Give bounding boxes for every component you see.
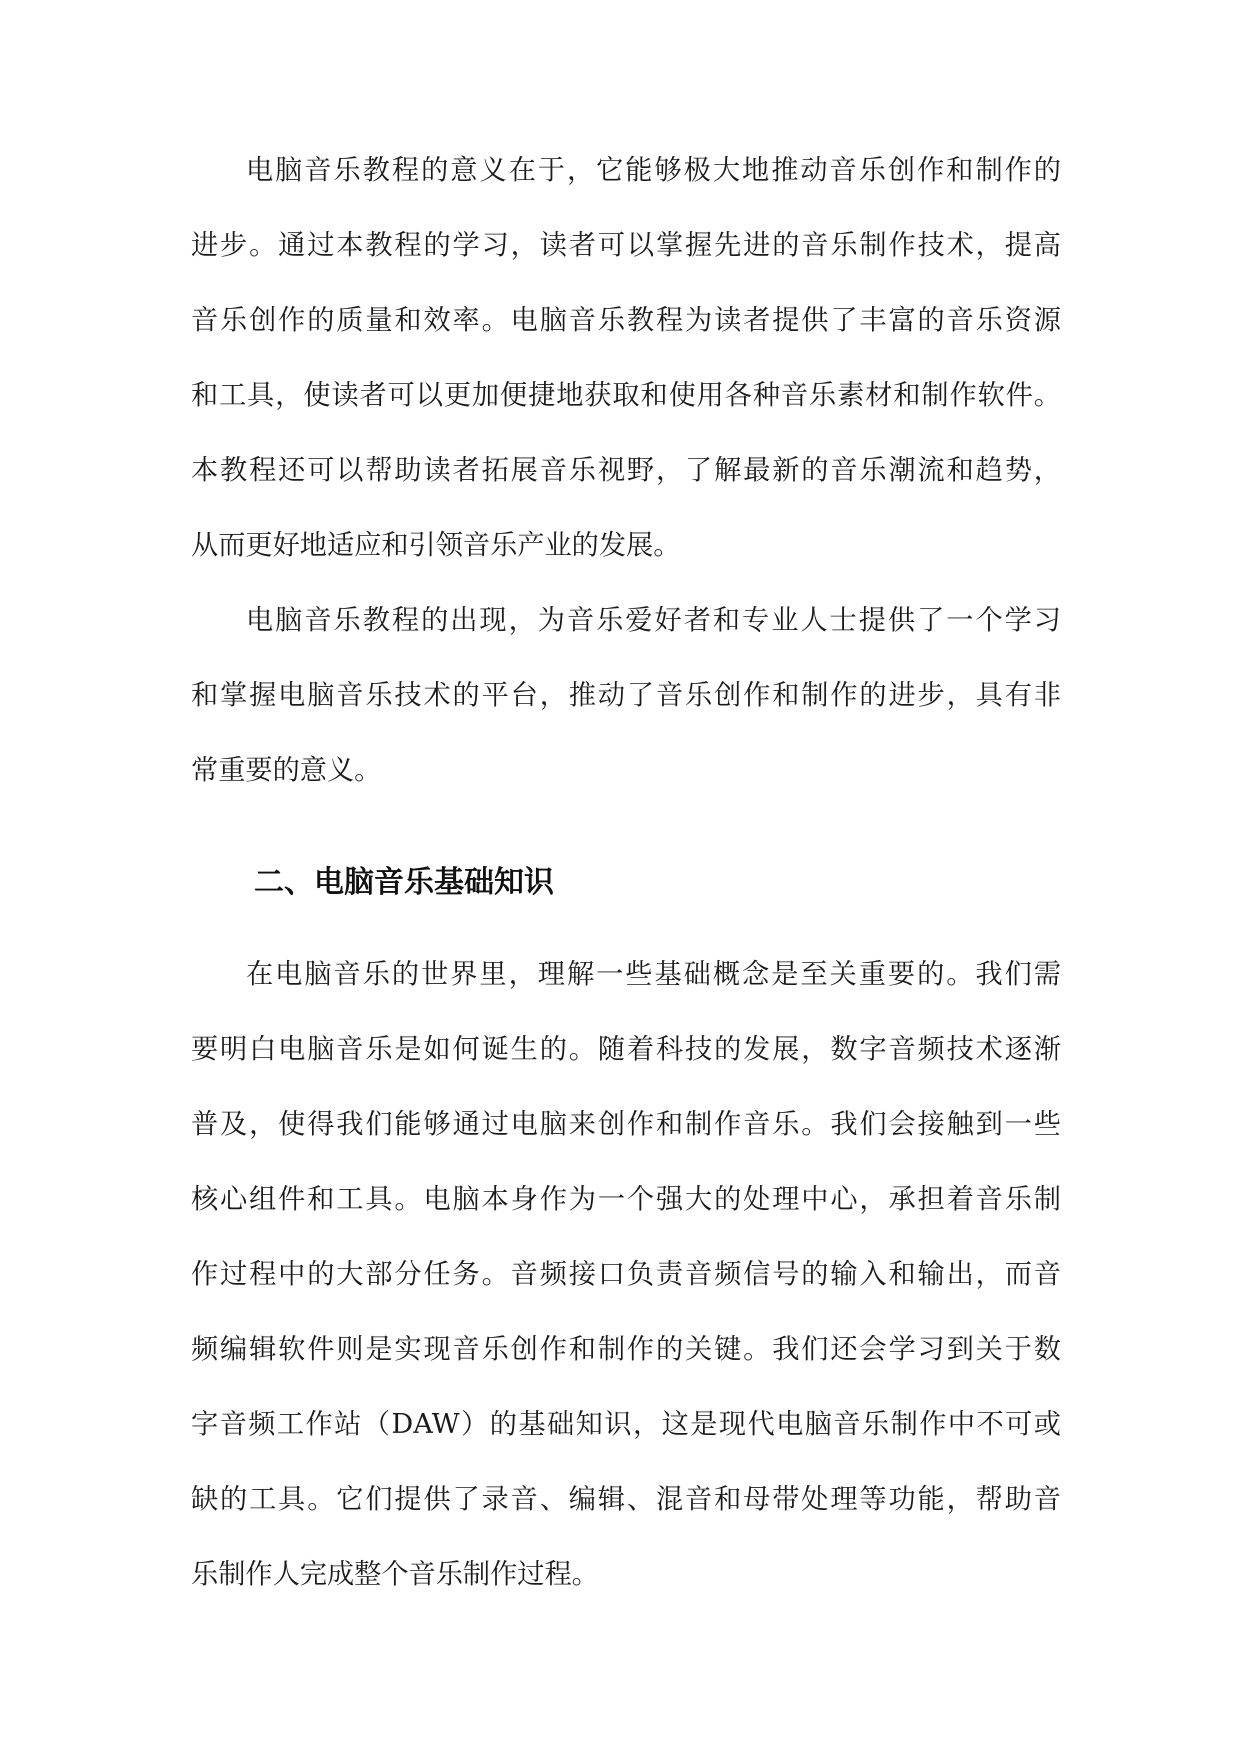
text-line: 电脑音乐教程的意义在于，它能够极大地推动音乐创作和制作的 bbox=[246, 155, 1061, 186]
text-line: 普及，使得我们能够通过电脑来创作和制作音乐。我们会接触到一些 bbox=[191, 1109, 1061, 1140]
text-line: 在电脑音乐的世界里，理解一些基础概念是至关重要的。我们需 bbox=[246, 959, 1061, 990]
section-heading: 二、电脑音乐基础知识 bbox=[254, 865, 554, 900]
text-line: 常重要的意义。 bbox=[191, 755, 382, 786]
text-line: 电脑音乐教程的出现，为音乐爱好者和专业人士提供了一个学习 bbox=[246, 605, 1061, 636]
text-line: 核心组件和工具。电脑本身作为一个强大的处理中心，承担着音乐制 bbox=[191, 1184, 1061, 1215]
text-line: 音乐创作的质量和效率。电脑音乐教程为读者提供了丰富的音乐资源 bbox=[191, 305, 1061, 336]
text-line: 作过程中的大部分任务。音频接口负责音频信号的输入和输出，而音 bbox=[191, 1259, 1061, 1290]
text-line: 进步。通过本教程的学习，读者可以掌握先进的音乐制作技术，提高 bbox=[191, 230, 1061, 261]
text-line: 字音频工作站（DAW）的基础知识，这是现代电脑音乐制作中不可或 bbox=[191, 1409, 1061, 1440]
text-line: 乐制作人完成整个音乐制作过程。 bbox=[191, 1559, 599, 1590]
text-line: 从而更好地适应和引领音乐产业的发展。 bbox=[191, 530, 681, 561]
text-line: 和掌握电脑音乐技术的平台，推动了音乐创作和制作的进步，具有非 bbox=[191, 680, 1061, 711]
text-line: 缺的工具。它们提供了录音、编辑、混音和母带处理等功能，帮助音 bbox=[191, 1484, 1061, 1515]
text-line: 要明白电脑音乐是如何诞生的。随着科技的发展，数字音频技术逐渐 bbox=[191, 1034, 1061, 1065]
text-line: 本教程还可以帮助读者拓展音乐视野，了解最新的音乐潮流和趋势， bbox=[191, 455, 1061, 486]
text-line: 和工具，使读者可以更加便捷地获取和使用各种音乐素材和制作软件。 bbox=[191, 380, 1061, 411]
text-line: 频编辑软件则是实现音乐创作和制作的关键。我们还会学习到关于数 bbox=[191, 1334, 1061, 1365]
